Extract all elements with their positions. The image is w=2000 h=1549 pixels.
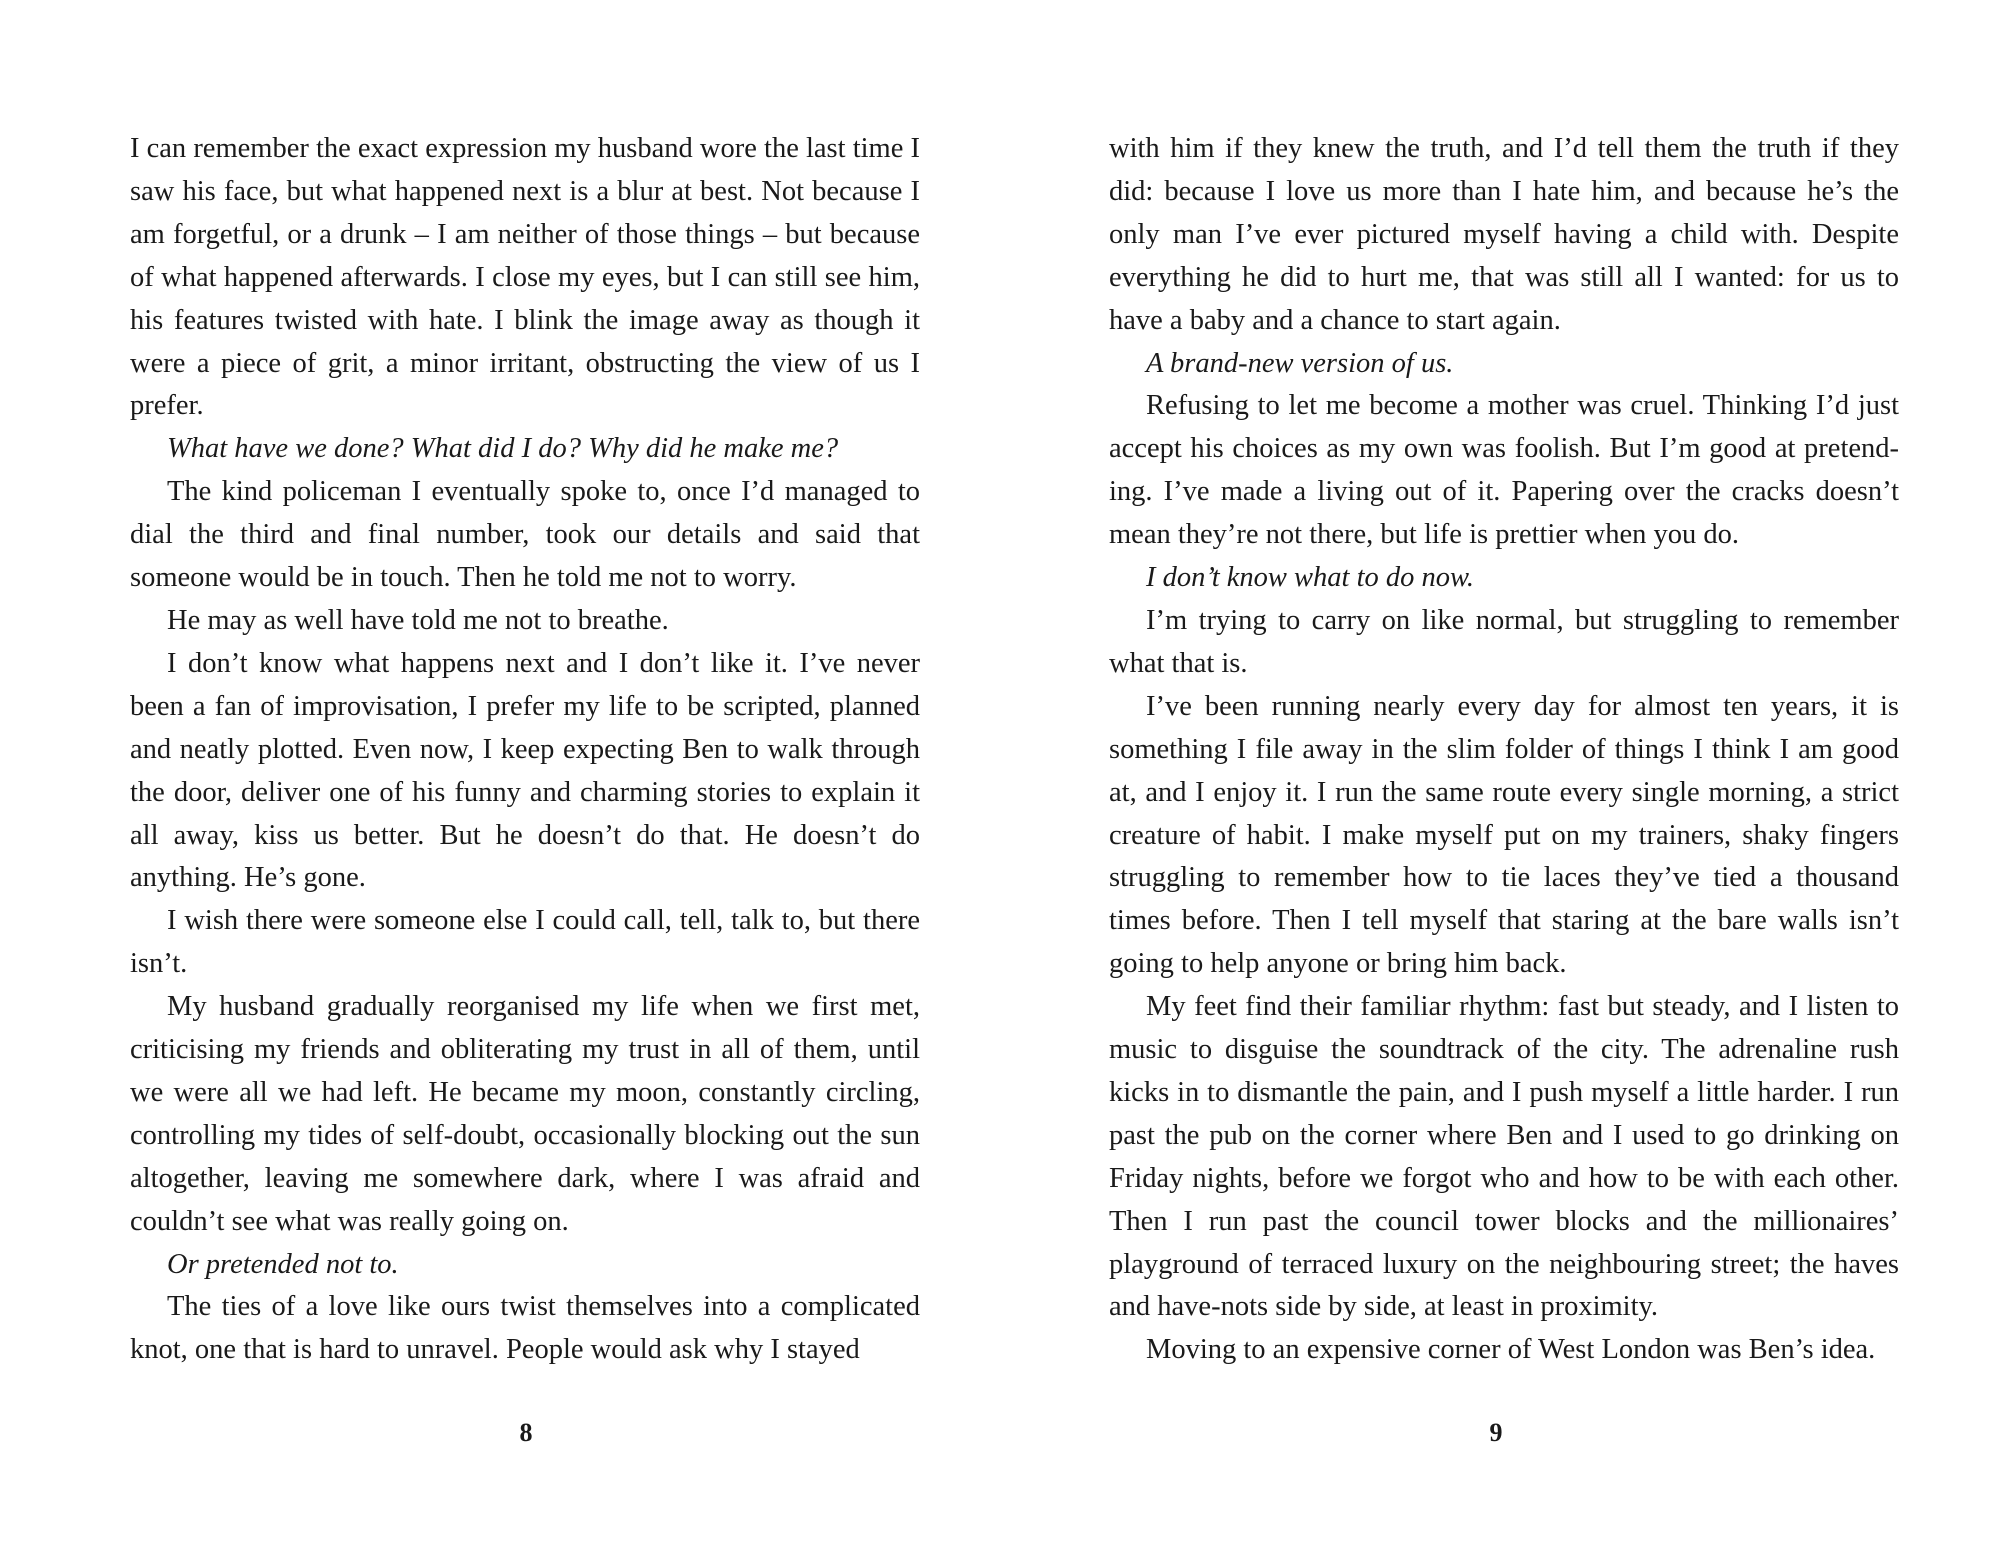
right-paragraph-2-italic: A brand-new version of us.	[1146, 347, 1454, 379]
left-paragraph-9: The ties of a love like ours twist themselves into a complicated knot, one that is hard to unravel. People would ask why I stayed	[130, 1291, 920, 1366]
left-paragraph-4: He may as well have told me not to breathe.	[167, 604, 669, 636]
right-paragraph-8: Moving to an expensive corner of West London was Ben’s idea.	[1146, 1334, 1876, 1366]
right-paragraph-3: Refusing to let me become a mother was cruel. Thinking I’d just accept his choices as my own was foolish. But I’m good at pretend-ing. I’ve made a living out of it. Papering over the cracks doesn’t mean they’re not there, but life is prettier when you do.	[1109, 390, 1899, 551]
left-paragraph-7: My husband gradually reorganised my life when we first met, criticising my friends and obliterating my trust in all of them, until we were all we had left. He became my moon, constantly circling, controlling my tides of self-doubt, occasionally blocking out the sun altogether, leaving me somewhere dark, where I was afraid and couldn’t see what was really going on.	[130, 991, 920, 1237]
left-paragraph-6: I wish there were someone else I could call, tell, talk to, but there isn’t.	[130, 905, 920, 980]
left-paragraph-2-italic: What have we done? What did I do? Why did he make me?	[167, 433, 839, 465]
left-paragraph-1: I can remember the exact expression my husband wore the last time I saw his face, but what happened next is a blur at best. Not because I am forgetful, or a drunk – I am neither of those things – but because of what happened afterwards. I close my eyes, but I can still see him, his features twisted with hate. I blink the image away as though it were a piece of grit, a minor irritant, obstructing the view of us I prefer.	[130, 133, 920, 422]
page-number-right: 9	[1489, 1418, 1503, 1447]
left-page	[130, 128, 920, 1372]
left-paragraph-3: The kind policeman I eventually spoke to, once I’d managed to dial the third and final number, took our details and said that someone would be in touch. Then he told me not to worry.	[130, 476, 920, 594]
right-paragraph-6: I’ve been running nearly every day for almost ten years, it is something I file away in the slim folder of things I think I am good at, and I enjoy it. I run the same route every single morning, a strict creature of habit. I make myself put on my trainers, shaky fingers struggling to remember how to tie laces they’ve tied a thousand times before. Then I tell myself that staring at the bare walls isn’t going to help anyone or bring him back.	[1109, 690, 1899, 980]
left-paragraph-8-italic: Or pretended not to.	[167, 1248, 399, 1280]
right-paragraph-1: with him if they knew the truth, and I’d tell them the truth if they did: because I love us more than I hate him, and because he’s the only man I’ve ever pictured myself having a child with. Despite everything he did to hurt me, that was still all I wanted: for us to have a baby and a chance to start again.	[1109, 133, 1899, 336]
right-paragraph-4-italic: I don’t know what to do now.	[1146, 562, 1475, 594]
right-paragraph-7: My feet find their familiar rhythm: fast but steady, and I listen to music to disguise the soundtrack of the city. The adrenaline rush kicks in to dismantle the pain, and I push myself a little harder. I run past the pub on the corner where Ben and I used to go drinking on Friday nights, before we forgot who and how to be with each other. Then I run past the council tower blocks and the millionaires’ playground of terraced luxury on the neighbouring street; the haves and have-nots side by side, at least in proximity.	[1109, 991, 1899, 1323]
right-paragraph-5: I’m trying to carry on like normal, but struggling to remember what that is.	[1109, 604, 1899, 679]
left-paragraph-5: I don’t know what happens next and I don’t like it. I’ve never been a fan of improvisation, I prefer my life to be scripted, planned and neatly plotted. Even now, I keep expecting Ben to walk through the door, deliver one of his funny and charming stories to explain it all away, kiss us better. But he doesn’t do that. He doesn’t do anything. He’s gone.	[130, 647, 920, 894]
right-page	[1109, 128, 1899, 1372]
page-number-left: 8	[519, 1418, 533, 1447]
